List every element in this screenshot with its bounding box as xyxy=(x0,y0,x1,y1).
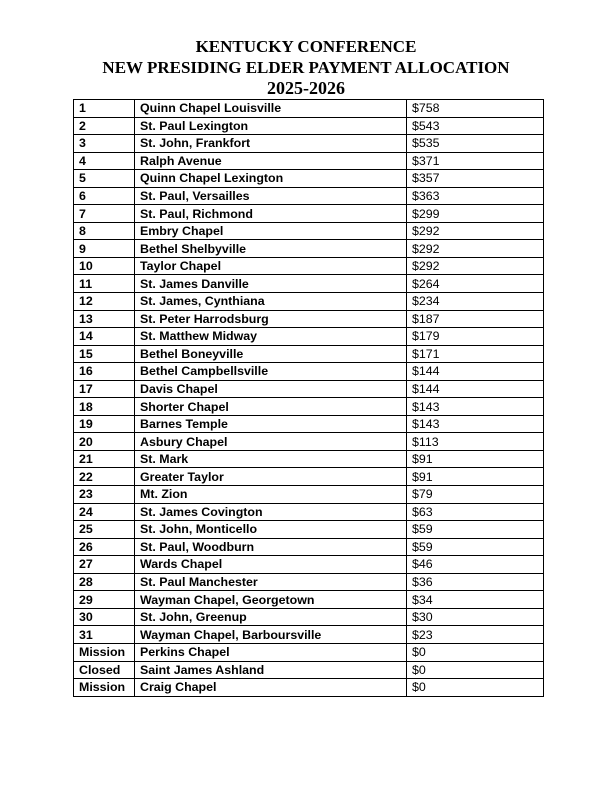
payment-amount-cell: $187 xyxy=(407,310,544,328)
church-name-cell: Craig Chapel xyxy=(135,679,407,697)
table-row xyxy=(74,293,544,311)
row-number-cell: 10 xyxy=(74,257,135,275)
row-number-cell: 31 xyxy=(74,626,135,644)
church-name-cell: St. Paul, Woodburn xyxy=(135,538,407,556)
table-row xyxy=(74,100,544,118)
church-name-cell: Quinn Chapel Louisville xyxy=(135,100,407,118)
row-number-cell: 27 xyxy=(74,556,135,574)
row-number-cell: 25 xyxy=(74,521,135,539)
row-number-cell: 20 xyxy=(74,433,135,451)
church-name-cell: St. James, Cynthiana xyxy=(135,293,407,311)
row-number-cell: 19 xyxy=(74,415,135,433)
church-name-cell: Davis Chapel xyxy=(135,380,407,398)
row-number-cell: 1 xyxy=(74,100,135,118)
payment-amount-cell: $113 xyxy=(407,433,544,451)
table-row xyxy=(74,398,544,416)
church-name-cell: Shorter Chapel xyxy=(135,398,407,416)
table-row xyxy=(74,608,544,626)
table-row xyxy=(74,205,544,223)
document-header xyxy=(0,37,612,99)
payment-amount-cell: $144 xyxy=(407,363,544,381)
row-number-cell: 9 xyxy=(74,240,135,258)
church-name-cell: St. Peter Harrodsburg xyxy=(135,310,407,328)
row-number-cell: 28 xyxy=(74,573,135,591)
table-row xyxy=(74,257,544,275)
table-row xyxy=(74,117,544,135)
payment-amount-cell: $59 xyxy=(407,521,544,539)
fiscal-year: 2025-2026 xyxy=(267,78,345,98)
church-name-cell: St. Matthew Midway xyxy=(135,328,407,346)
church-name-cell: St. John, Monticello xyxy=(135,521,407,539)
payment-amount-cell: $292 xyxy=(407,222,544,240)
church-name-cell: Wards Chapel xyxy=(135,556,407,574)
allocation-table-body xyxy=(74,100,544,697)
table-row xyxy=(74,310,544,328)
row-number-cell: 4 xyxy=(74,152,135,170)
table-row xyxy=(74,661,544,679)
table-row xyxy=(74,573,544,591)
payment-amount-cell: $179 xyxy=(407,328,544,346)
church-name-cell: Embry Chapel xyxy=(135,222,407,240)
church-name-cell: St. James Danville xyxy=(135,275,407,293)
church-name-cell: St. Mark xyxy=(135,450,407,468)
payment-amount-cell: $143 xyxy=(407,398,544,416)
payment-amount-cell: $91 xyxy=(407,450,544,468)
row-number-cell: 11 xyxy=(74,275,135,293)
conference-title: KENTUCKY CONFERENCE xyxy=(195,37,417,56)
church-name-cell: St. Paul, Versailles xyxy=(135,187,407,205)
church-name-cell: St. Paul Lexington xyxy=(135,117,407,135)
payment-amount-cell: $0 xyxy=(407,679,544,697)
table-row xyxy=(74,170,544,188)
table-row xyxy=(74,275,544,293)
table-row xyxy=(74,591,544,609)
church-name-cell: Wayman Chapel, Georgetown xyxy=(135,591,407,609)
payment-amount-cell: $0 xyxy=(407,643,544,661)
payment-amount-cell: $264 xyxy=(407,275,544,293)
row-number-cell: 8 xyxy=(74,222,135,240)
payment-amount-cell: $0 xyxy=(407,661,544,679)
table-row xyxy=(74,363,544,381)
payment-amount-cell: $299 xyxy=(407,205,544,223)
table-row xyxy=(74,345,544,363)
church-name-cell: Bethel Campbellsville xyxy=(135,363,407,381)
church-name-cell: Bethel Boneyville xyxy=(135,345,407,363)
row-number-cell: 7 xyxy=(74,205,135,223)
table-row xyxy=(74,328,544,346)
church-name-cell: Barnes Temple xyxy=(135,415,407,433)
table-row xyxy=(74,240,544,258)
church-name-cell: Ralph Avenue xyxy=(135,152,407,170)
church-name-cell: Quinn Chapel Lexington xyxy=(135,170,407,188)
row-number-cell: 26 xyxy=(74,538,135,556)
payment-amount-cell: $30 xyxy=(407,608,544,626)
payment-amount-cell: $758 xyxy=(407,100,544,118)
church-name-cell: Bethel Shelbyville xyxy=(135,240,407,258)
payment-amount-cell: $144 xyxy=(407,380,544,398)
table-row xyxy=(74,433,544,451)
church-name-cell: Taylor Chapel xyxy=(135,257,407,275)
church-name-cell: St. Paul Manchester xyxy=(135,573,407,591)
church-name-cell: Greater Taylor xyxy=(135,468,407,486)
table-row xyxy=(74,679,544,697)
table-row xyxy=(74,222,544,240)
row-number-cell: 5 xyxy=(74,170,135,188)
payment-amount-cell: $143 xyxy=(407,415,544,433)
row-number-cell: 30 xyxy=(74,608,135,626)
row-number-cell: 14 xyxy=(74,328,135,346)
table-row xyxy=(74,187,544,205)
table-row xyxy=(74,450,544,468)
church-name-cell: Saint James Ashland xyxy=(135,661,407,679)
table-row xyxy=(74,486,544,504)
church-name-cell: Wayman Chapel, Barboursville xyxy=(135,626,407,644)
row-number-cell: 24 xyxy=(74,503,135,521)
row-number-cell: 6 xyxy=(74,187,135,205)
row-number-cell: 17 xyxy=(74,380,135,398)
row-number-cell: 29 xyxy=(74,591,135,609)
payment-amount-cell: $23 xyxy=(407,626,544,644)
table-row xyxy=(74,538,544,556)
table-row xyxy=(74,626,544,644)
row-number-cell: 23 xyxy=(74,486,135,504)
document-title: NEW PRESIDING ELDER PAYMENT ALLOCATION xyxy=(102,57,510,77)
row-number-cell: Mission xyxy=(74,643,135,661)
payment-amount-cell: $91 xyxy=(407,468,544,486)
table-row xyxy=(74,521,544,539)
row-number-cell: Mission xyxy=(74,679,135,697)
row-number-cell: 12 xyxy=(74,293,135,311)
payment-amount-cell: $34 xyxy=(407,591,544,609)
payment-amount-cell: $535 xyxy=(407,135,544,153)
church-name-cell: Asbury Chapel xyxy=(135,433,407,451)
table-row xyxy=(74,380,544,398)
payment-amount-cell: $292 xyxy=(407,240,544,258)
church-name-cell: Perkins Chapel xyxy=(135,643,407,661)
row-number-cell: 2 xyxy=(74,117,135,135)
payment-amount-cell: $79 xyxy=(407,486,544,504)
payment-amount-cell: $363 xyxy=(407,187,544,205)
payment-amount-cell: $357 xyxy=(407,170,544,188)
payment-amount-cell: $36 xyxy=(407,573,544,591)
row-number-cell: 22 xyxy=(74,468,135,486)
payment-amount-cell: $234 xyxy=(407,293,544,311)
allocation-table xyxy=(73,99,544,697)
table-row xyxy=(74,468,544,486)
church-name-cell: St. John, Greenup xyxy=(135,608,407,626)
row-number-cell: 15 xyxy=(74,345,135,363)
row-number-cell: 3 xyxy=(74,135,135,153)
payment-amount-cell: $543 xyxy=(407,117,544,135)
row-number-cell: 18 xyxy=(74,398,135,416)
church-name-cell: St. Paul, Richmond xyxy=(135,205,407,223)
table-row xyxy=(74,152,544,170)
church-name-cell: St. James Covington xyxy=(135,503,407,521)
payment-amount-cell: $63 xyxy=(407,503,544,521)
row-number-cell: 13 xyxy=(74,310,135,328)
table-row xyxy=(74,135,544,153)
row-number-cell: 21 xyxy=(74,450,135,468)
payment-amount-cell: $46 xyxy=(407,556,544,574)
church-name-cell: Mt. Zion xyxy=(135,486,407,504)
table-row xyxy=(74,556,544,574)
church-name-cell: St. John, Frankfort xyxy=(135,135,407,153)
table-row xyxy=(74,503,544,521)
row-number-cell: 16 xyxy=(74,363,135,381)
row-number-cell: Closed xyxy=(74,661,135,679)
payment-amount-cell: $292 xyxy=(407,257,544,275)
table-row xyxy=(74,643,544,661)
table-row xyxy=(74,415,544,433)
payment-amount-cell: $371 xyxy=(407,152,544,170)
payment-amount-cell: $59 xyxy=(407,538,544,556)
payment-amount-cell: $171 xyxy=(407,345,544,363)
